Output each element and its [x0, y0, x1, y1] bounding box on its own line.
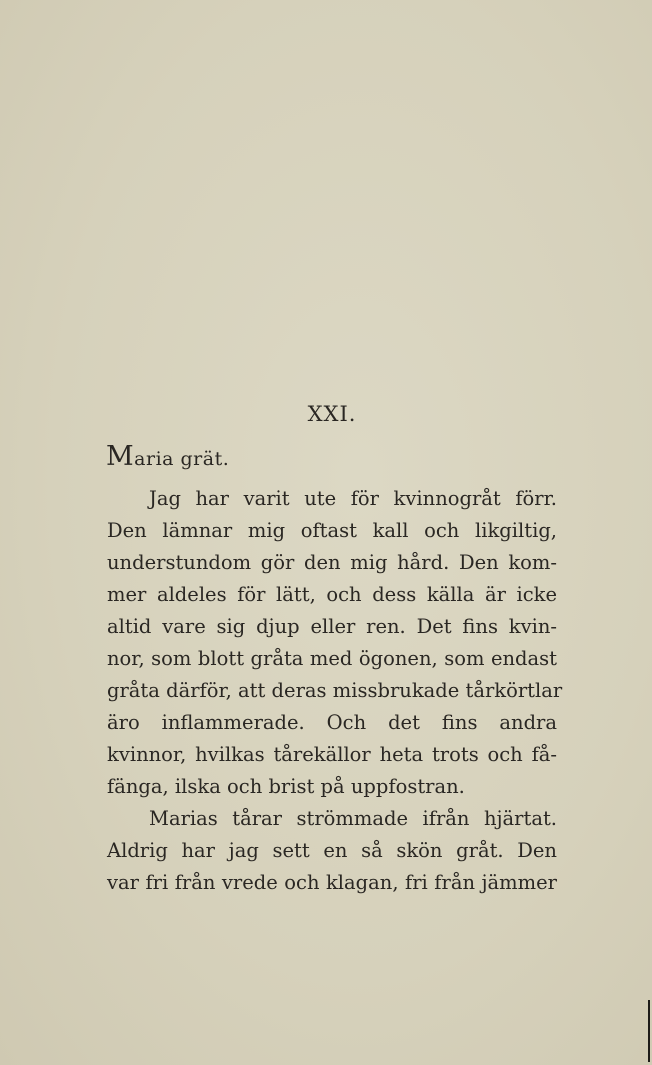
- text-line: altid vare sig djup eller ren. Det fins kvin-: [107, 615, 557, 638]
- text-line: nor, som blott gråta med ögonen, som endast: [107, 647, 557, 670]
- text-line: Den lämnar mig oftast kall och likgiltig,: [107, 519, 557, 542]
- text-line: äro inflammerade. Och det fins andra: [107, 711, 557, 734]
- paragraph-2: [107, 803, 557, 899]
- opening-line: [106, 443, 229, 470]
- text-line: gråta därför, att deras missbrukade tårkörtlar: [107, 679, 563, 702]
- page-edge-mark: [648, 1000, 650, 1062]
- text-line: Aldrig har jag sett en så skön gråt. Den: [107, 839, 557, 862]
- text-line: var fri från vrede och klagan, fri från jämmer: [107, 871, 557, 894]
- chapter-heading: XXI.: [307, 402, 357, 426]
- text-line: Marias tårar strömmade ifrån hjärtat.: [149, 807, 557, 830]
- opening-initial: M: [106, 441, 135, 472]
- text-line: Jag har varit ute för kvinnogråt förr.: [149, 487, 557, 510]
- text-line: fänga, ilska och brist på uppfostran.: [107, 775, 465, 798]
- text-line: understundom gör den mig hård. Den kom-: [107, 551, 557, 574]
- opening-text: aria grät.: [134, 448, 230, 470]
- paragraph-1: [107, 483, 563, 803]
- text-line: kvinnor, hvilkas tårekällor heta trots och få-: [107, 743, 557, 766]
- text-line: mer aldeles för lätt, och dess källa är icke: [107, 583, 557, 606]
